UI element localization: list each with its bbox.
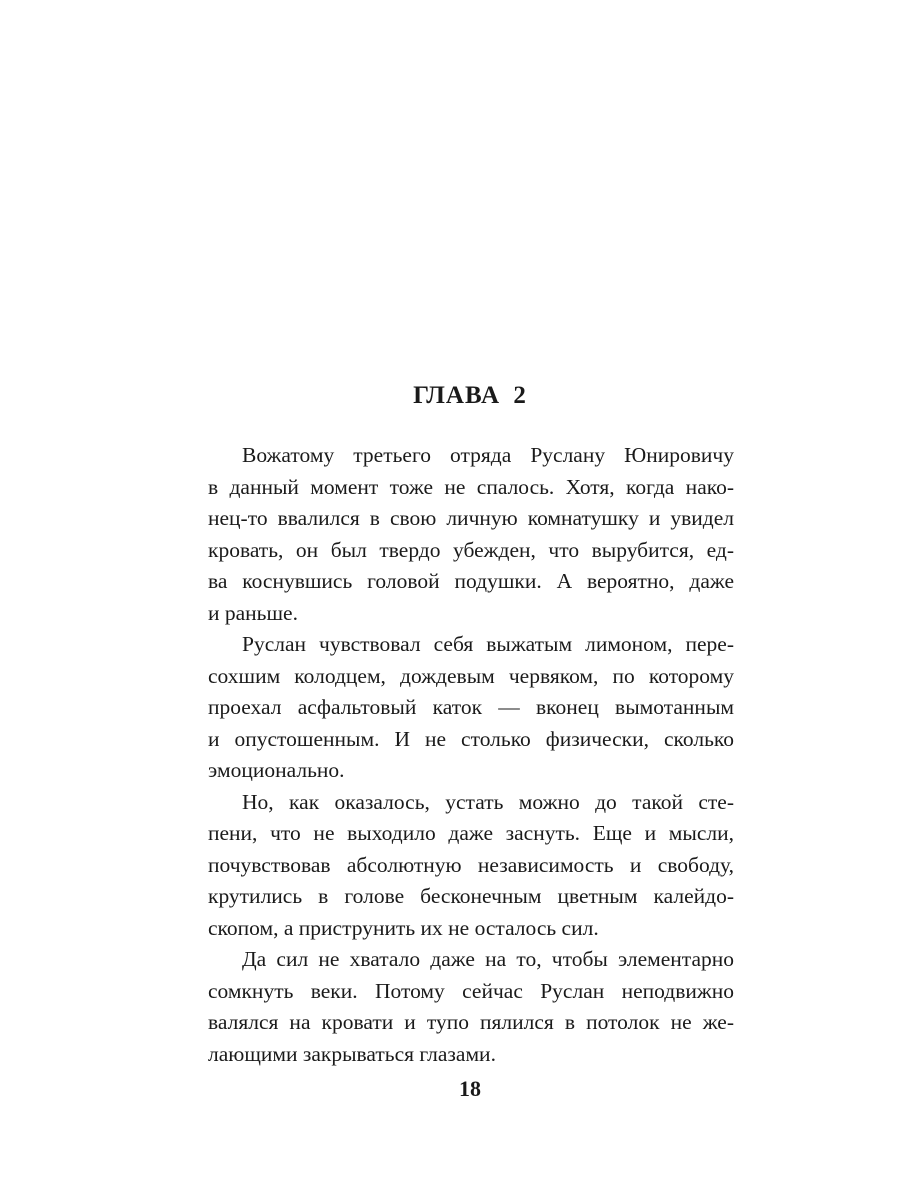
text-line: Да сил не хватало даже на то, чтобы элементарно bbox=[242, 947, 734, 971]
text-line: Руслан чувствовал себя выжатым лимоном, пере- bbox=[242, 632, 734, 656]
text-line: скопом, а приструнить их не осталось сил. bbox=[208, 915, 599, 940]
text-line: почувствовав абсолютную независимость и свободу, bbox=[208, 852, 734, 877]
text-line: Вожатому третьего отряда Руслану Юнировичу bbox=[242, 443, 734, 467]
text-line: кровать, он был твердо убежден, что вырубится, ед- bbox=[208, 537, 734, 562]
text-line: крутились в голове бесконечным цветным калейдо- bbox=[208, 884, 734, 908]
text-line: лающими закрываться глазами. bbox=[208, 1041, 496, 1066]
text-line: проехал асфальтовый каток — вконец вымотанным bbox=[208, 695, 734, 719]
chapter-text bbox=[208, 440, 734, 1070]
chapter-title: ГЛАВА 2 bbox=[413, 382, 527, 409]
text-line: сохшим колодцем, дождевым червяком, по которому bbox=[208, 663, 734, 688]
text-line: эмоционально. bbox=[208, 758, 345, 782]
text-line: и раньше. bbox=[208, 600, 298, 625]
paragraph bbox=[208, 944, 734, 1070]
text-line: сомкнуть веки. Потому сейчас Руслан неподвижно bbox=[208, 978, 734, 1003]
paragraph bbox=[208, 629, 734, 787]
text-line: и опустошенным. И не столько физически, сколько bbox=[208, 726, 734, 751]
text-line: в данный момент тоже не спалось. Хотя, когда нако- bbox=[208, 474, 734, 499]
paragraph bbox=[208, 787, 734, 945]
text-line: нец-то ввалился в свою личную комнатушку и увидел bbox=[208, 506, 734, 530]
text-line: ва коснувшись головой подушки. А вероятно, даже bbox=[208, 569, 734, 593]
text-line: валялся на кровати и тупо пялился в потолок не же- bbox=[208, 1010, 734, 1034]
paragraph bbox=[208, 440, 734, 629]
page-number: 18 bbox=[459, 1076, 481, 1101]
text-line: пени, что не выходило даже заснуть. Еще и мысли, bbox=[208, 821, 734, 845]
text-line: Но, как оказалось, устать можно до такой сте- bbox=[242, 789, 734, 814]
